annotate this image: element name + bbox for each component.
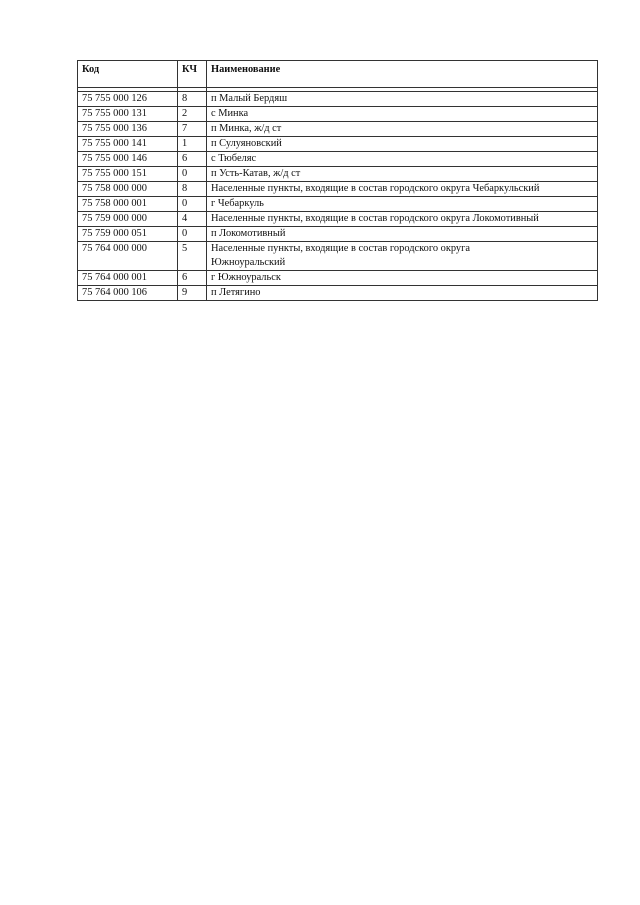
- cell-name: п Сулуяновский: [207, 137, 598, 152]
- cell-kch: 0: [178, 197, 207, 212]
- cell-kch: 1: [178, 137, 207, 152]
- cell-kch: 0: [178, 167, 207, 182]
- cell-kch: 6: [178, 152, 207, 167]
- cell-name: г Чебаркуль: [207, 197, 598, 212]
- table-row: [78, 182, 598, 197]
- header-name: Наименование: [207, 61, 598, 88]
- header-kch: КЧ: [178, 61, 207, 88]
- cell-kch: 0: [178, 227, 207, 242]
- cell-name-text: Населенные пункты, входящие в состав городского округа Южноуральский: [211, 243, 470, 268]
- table-header-row: [78, 61, 598, 88]
- table-row: [78, 137, 598, 152]
- table-row: [78, 242, 598, 271]
- cell-code: 75 755 000 131: [78, 107, 178, 122]
- cell-kch: 5: [178, 242, 207, 271]
- cell-kch: 9: [178, 286, 207, 301]
- table-row: [78, 92, 598, 107]
- cell-kch: 8: [178, 182, 207, 197]
- cell-name: Населенные пункты, входящие в состав городского округа Чебаркульский: [207, 182, 598, 197]
- cell-name: Населенные пункты, входящие в состав городского округа Локомотивный: [207, 212, 598, 227]
- cell-name: [207, 242, 598, 271]
- cell-code: 75 755 000 151: [78, 167, 178, 182]
- table-row: [78, 271, 598, 286]
- table-row: [78, 122, 598, 137]
- cell-code: 75 755 000 136: [78, 122, 178, 137]
- cell-code: 75 755 000 126: [78, 92, 178, 107]
- cell-code: 75 764 000 000: [78, 242, 178, 271]
- header-code: Код: [78, 61, 178, 88]
- cell-kch: 7: [178, 122, 207, 137]
- cell-name: п Усть-Катав, ж/д ст: [207, 167, 598, 182]
- cell-code: 75 758 000 001: [78, 197, 178, 212]
- cell-name: с Минка: [207, 107, 598, 122]
- cell-code: 75 755 000 141: [78, 137, 178, 152]
- cell-kch: 8: [178, 92, 207, 107]
- table-row: [78, 152, 598, 167]
- okato-table: [77, 60, 598, 301]
- table-row: [78, 167, 598, 182]
- cell-code: 75 755 000 146: [78, 152, 178, 167]
- cell-name: п Локомотивный: [207, 227, 598, 242]
- cell-code: 75 759 000 000: [78, 212, 178, 227]
- table-row: [78, 286, 598, 301]
- cell-code: 75 758 000 000: [78, 182, 178, 197]
- table-row: [78, 212, 598, 227]
- cell-name: с Тюбеляс: [207, 152, 598, 167]
- table-row: [78, 197, 598, 212]
- table-row: [78, 107, 598, 122]
- cell-kch: 2: [178, 107, 207, 122]
- cell-name: п Летягино: [207, 286, 598, 301]
- cell-code: 75 764 000 106: [78, 286, 178, 301]
- table-row: [78, 227, 598, 242]
- cell-kch: 4: [178, 212, 207, 227]
- cell-code: 75 759 000 051: [78, 227, 178, 242]
- cell-name: п Минка, ж/д ст: [207, 122, 598, 137]
- cell-name: п Малый Бердяш: [207, 92, 598, 107]
- cell-code: 75 764 000 001: [78, 271, 178, 286]
- cell-kch: 6: [178, 271, 207, 286]
- cell-name: г Южноуральск: [207, 271, 598, 286]
